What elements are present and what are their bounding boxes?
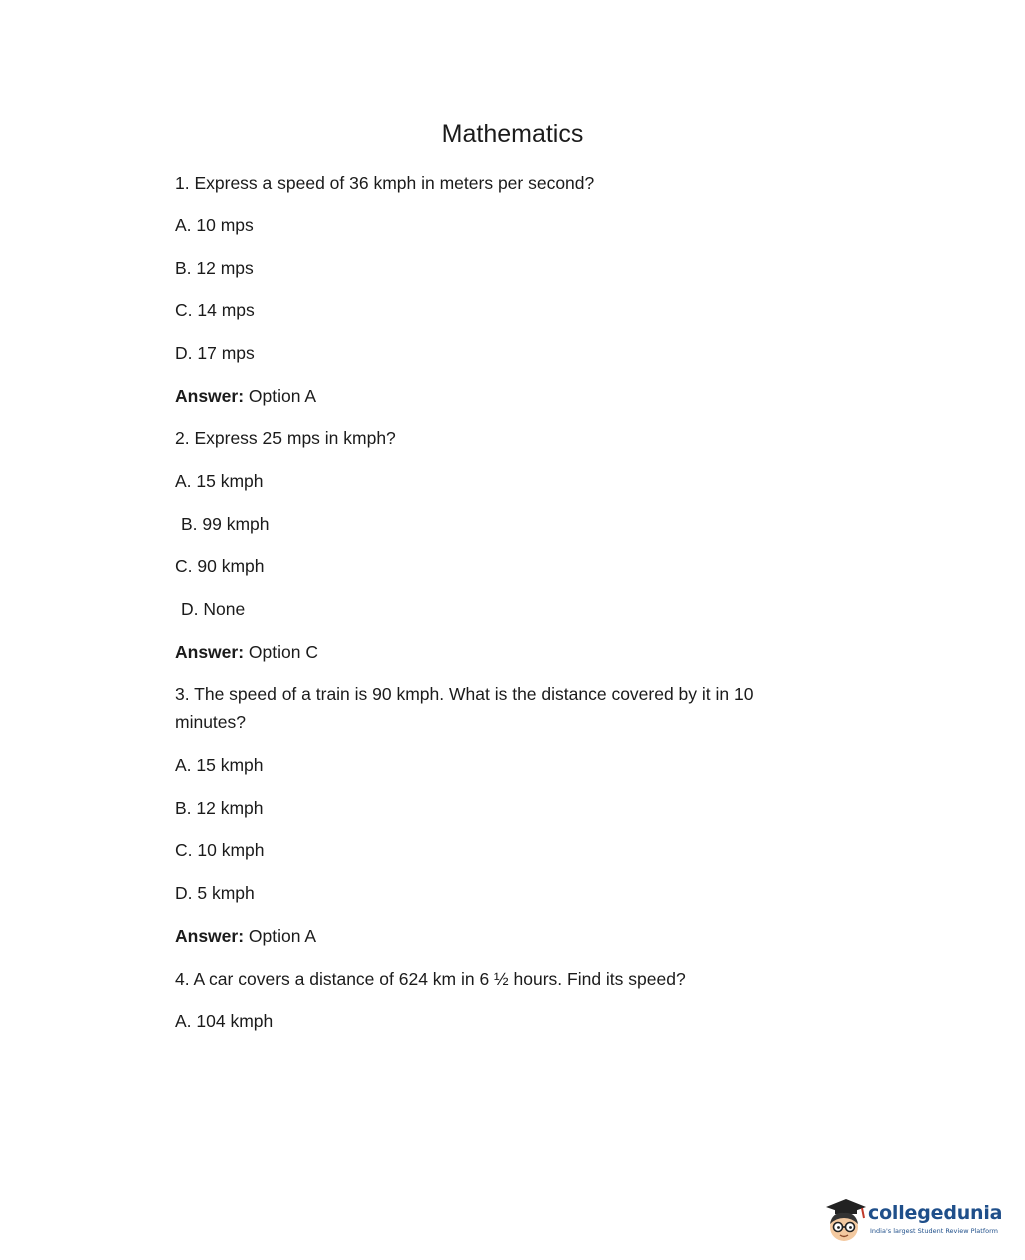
- question-1-option-c: C. 14 mps: [175, 300, 255, 320]
- question-4-text: 4. A car covers a distance of 624 km in 6 ½ hours. Find its speed?: [175, 969, 686, 989]
- question-3-answer: [175, 922, 316, 950]
- question-3-option-c: C. 10 kmph: [175, 840, 265, 860]
- answer-label: Answer:: [175, 926, 245, 946]
- answer-label: Answer:: [175, 386, 245, 406]
- answer-value: Option A: [244, 926, 317, 946]
- question-4-option-a: A. 104 kmph: [175, 1011, 274, 1031]
- answer-value: Option A: [244, 386, 317, 406]
- collegedunia-logo: [822, 1196, 1002, 1246]
- question-2-answer: [175, 638, 318, 666]
- question-1-option-a: A. 10 mps: [175, 215, 254, 235]
- page-title: Mathematics: [441, 120, 584, 148]
- question-3-text-line-1: 3. The speed of a train is 90 kmph. What is the distance covered by it in 10: [175, 684, 754, 704]
- question-2-option-d: D. None: [181, 599, 246, 619]
- question-3-option-a: A. 15 kmph: [175, 755, 264, 775]
- answer-label: Answer:: [175, 642, 245, 662]
- logo-wordmark: collegedunia: [868, 1202, 1003, 1224]
- question-1-option-b: B. 12 mps: [175, 258, 254, 278]
- question-3-text-line-2: minutes?: [175, 712, 247, 732]
- question-2-option-c: C. 90 kmph: [175, 556, 265, 576]
- mascot-icon: [822, 1196, 868, 1244]
- question-2-option-a: A. 15 kmph: [175, 471, 264, 491]
- answer-value: Option C: [244, 642, 318, 662]
- logo-tagline: India's largest Student Review Platform: [870, 1227, 998, 1235]
- question-1-answer: [175, 382, 316, 410]
- question-2-text: 2. Express 25 mps in kmph?: [175, 428, 396, 448]
- question-3-option-d: D. 5 kmph: [175, 883, 255, 903]
- question-1-option-d: D. 17 mps: [175, 343, 255, 363]
- question-2-option-b: B. 99 kmph: [181, 514, 270, 534]
- question-3-option-b: B. 12 kmph: [175, 798, 264, 818]
- question-1-text: 1. Express a speed of 36 kmph in meters per second?: [175, 173, 595, 193]
